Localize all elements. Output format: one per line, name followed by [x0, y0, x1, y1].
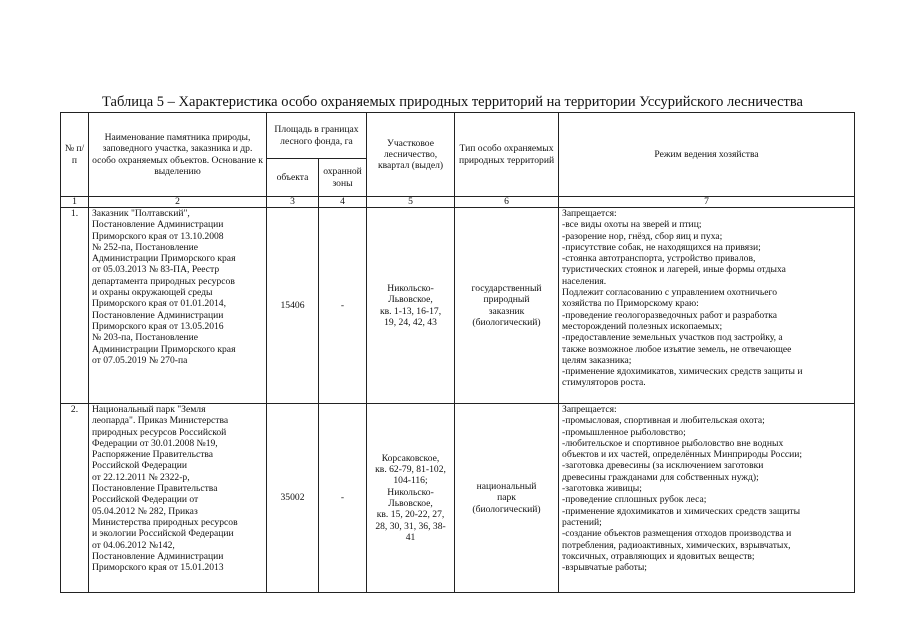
name-line: от 05.03.2013 № 83-ПА, Реестр: [92, 264, 220, 276]
regime-line: -заготовка живицы;: [562, 483, 642, 495]
regime-cell: [559, 404, 855, 593]
regime-line: древесины гражданами для собственных нужд);: [562, 471, 759, 483]
type-cell: [455, 404, 559, 593]
name-line: и экологии Российской Федерации: [92, 528, 234, 540]
regime-line: -стоянка автотранспорта, устройство привалов,: [562, 253, 756, 265]
area-object-value: 15406: [267, 208, 319, 404]
name-line: Постановление Администрации: [92, 309, 224, 321]
regime-line: -любительское и спортивное рыболовство вне водных: [562, 437, 784, 449]
column-number: 6: [455, 197, 559, 208]
name-line: и охраны окружающей среды: [92, 287, 213, 299]
header-area-object: объекта: [267, 159, 319, 197]
name-line: от 04.06.2012 №142,: [92, 539, 175, 551]
type-line: парк: [497, 492, 516, 504]
forestry-line: кв. 1-13, 16-17,: [379, 305, 442, 317]
regime-line: также возможное любое изъятие земель, не отвечающее: [562, 343, 792, 355]
regime-line: -промышленное рыболовство;: [562, 426, 686, 438]
column-number: 2: [89, 197, 267, 208]
header-type: Тип особо охраняемых природных территорий: [455, 113, 559, 197]
type-line: заказник: [488, 305, 525, 317]
regime-line: хозяйства по Приморскому краю:: [562, 298, 699, 310]
regime-line: токсичных, отравляющих и ядовитых веществ;: [562, 550, 755, 562]
name-line: Национальный парк "Земля: [92, 404, 206, 415]
name-line: Распоряжение Правительства: [92, 449, 214, 461]
forestry-line: 104-116;: [393, 475, 428, 487]
regime-line: -проведение сплошных рубок леса;: [562, 494, 707, 506]
name-line: Российской Федерации: [92, 460, 187, 472]
type-line: (биологический): [472, 503, 541, 515]
column-number: 5: [367, 197, 455, 208]
header-regime: Режим ведения хозяйства: [559, 113, 855, 197]
name-line: Приморского края от 15.01.2013: [92, 562, 224, 574]
column-number: 1: [61, 197, 89, 208]
type-line: государственный: [471, 282, 542, 294]
header-row: [61, 113, 855, 159]
table-row: [61, 208, 855, 404]
table-title: Таблица 5 – Характеристика особо охраняемых природных территорий на территории Уссурийского лесничества: [102, 94, 803, 110]
name-line: Приморского края от 13.10.2008: [92, 230, 224, 242]
header-name: Наименование памятника природы, заповедного участка, заказника и др. особо охраняемых объектов. Основание к выделению: [89, 113, 267, 197]
name-line: природных ресурсов Российской: [92, 426, 227, 438]
column-number-row: [61, 197, 855, 208]
forestry-line: 28, 30, 31, 36, 38-: [375, 520, 446, 532]
name-line: № 252-па, Постановление: [92, 241, 199, 253]
name-line: Заказник "Полтавский",: [92, 208, 190, 219]
name-line: Приморского края от 13.05.2016: [92, 320, 224, 332]
forestry-line: Львовское,: [388, 294, 433, 306]
regime-line: туристических стоянок и лагерей, иные формы отдыха: [562, 264, 786, 276]
regime-line: Запрещается:: [562, 404, 617, 415]
header-num: № п/п: [61, 113, 89, 197]
forestry-line: кв. 62-79, 81-102,: [375, 464, 446, 476]
name-line: Приморского края от 01.01.2014,: [92, 298, 227, 310]
regime-line: -создание объектов размещения отходов производства и: [562, 528, 792, 540]
name-line: Администрации Приморского края: [92, 343, 236, 355]
forestry-cell: [367, 208, 455, 404]
regime-line: -предоставление земельных участков под застройку, а: [562, 332, 783, 344]
regime-line: населения.: [562, 275, 607, 287]
regime-line: -проведение геологоразведочных работ и разработка: [562, 309, 778, 321]
forestry-line: Никольско-: [387, 282, 434, 294]
type-cell: [455, 208, 559, 404]
regime-line: растений;: [562, 516, 602, 528]
forestry-line: Никольско-: [387, 486, 434, 498]
forestry-line: 41: [405, 531, 416, 543]
table-row: [61, 404, 855, 593]
name-line: Постановление Правительства: [92, 483, 218, 495]
column-number: 4: [319, 197, 367, 208]
type-line: (биологический): [472, 316, 541, 328]
regime-line: Запрещается:: [562, 208, 617, 219]
regime-line: Подлежит согласованию с управлением охотничьего: [562, 287, 778, 299]
area-object-value: 35002: [267, 404, 319, 593]
regime-line: -все виды охоты на зверей и птиц;: [562, 219, 702, 231]
forestry-cell: [367, 404, 455, 593]
regime-line: стимуляторов роста.: [562, 377, 646, 389]
name-line: от 22.12.2011 № 2322-р,: [92, 471, 190, 483]
forestry-line: Львовское,: [388, 498, 433, 509]
area-zone-value: -: [319, 208, 367, 404]
regime-line: -заготовка древесины (за исключением заготовки: [562, 460, 764, 472]
regime-line: -промысловая, спортивная и любительская охота;: [562, 415, 765, 427]
name-line: департамента природных ресурсов: [92, 275, 235, 287]
forestry-line: Корсаковское,: [381, 452, 440, 464]
row-name-cell: [89, 404, 267, 593]
header-forestry: Участковое лесничество, квартал (выдел): [367, 113, 455, 197]
name-line: Постановление Администрации: [92, 550, 224, 562]
forestry-line: кв. 15, 20-22, 27,: [376, 509, 445, 521]
name-line: Министерства природных ресурсов: [92, 516, 238, 528]
name-line: от 07.05.2019 № 270-па: [92, 354, 188, 366]
forestry-line: 19, 24, 42, 43: [384, 316, 437, 328]
area-zone-value: -: [319, 404, 367, 593]
name-line: Российской Федерации от: [92, 494, 199, 506]
header-area-group: Площадь в границах лесного фонда, га: [267, 113, 367, 159]
row-name-cell: [89, 208, 267, 404]
regime-line: -присутствие собак, не находящихся на привязи;: [562, 241, 761, 253]
type-line: национальный: [476, 481, 537, 493]
name-line: леопарда". Приказ Министерства: [92, 415, 229, 427]
name-line: Администрации Приморского края: [92, 253, 236, 265]
header-area-zone: охранной зоны: [319, 159, 367, 197]
name-line: Постановление Администрации: [92, 219, 224, 231]
regime-line: -применение ядохимикатов и химических средств защиты: [562, 505, 801, 517]
column-number: 3: [267, 197, 319, 208]
regime-cell: [559, 208, 855, 404]
row-number: 2.: [61, 404, 89, 593]
regime-line: -применение ядохимикатов, химических средств защиты и: [562, 366, 803, 378]
name-line: Федерации от 30.01.2008 №19,: [92, 437, 218, 449]
row-number: 1.: [61, 208, 89, 404]
regime-line: месторождений полезных ископаемых;: [562, 320, 723, 332]
name-line: 05.04.2012 № 282, Приказ: [92, 505, 198, 517]
regime-line: целям заказника;: [562, 354, 632, 366]
regime-line: -взрывчатые работы;: [562, 562, 647, 574]
regime-line: объектов и их частей, определённых Минприроды России;: [562, 449, 803, 461]
type-line: природный: [483, 294, 530, 306]
regime-line: потребления, радиоактивных, химических, взрывчатых,: [562, 539, 791, 551]
regime-line: -разорение нор, гнёзд, сбор яиц и пуха;: [562, 230, 723, 242]
name-line: № 203-па, Постановление: [92, 332, 199, 344]
column-number: 7: [559, 197, 855, 208]
protected-areas-table: [60, 112, 855, 593]
